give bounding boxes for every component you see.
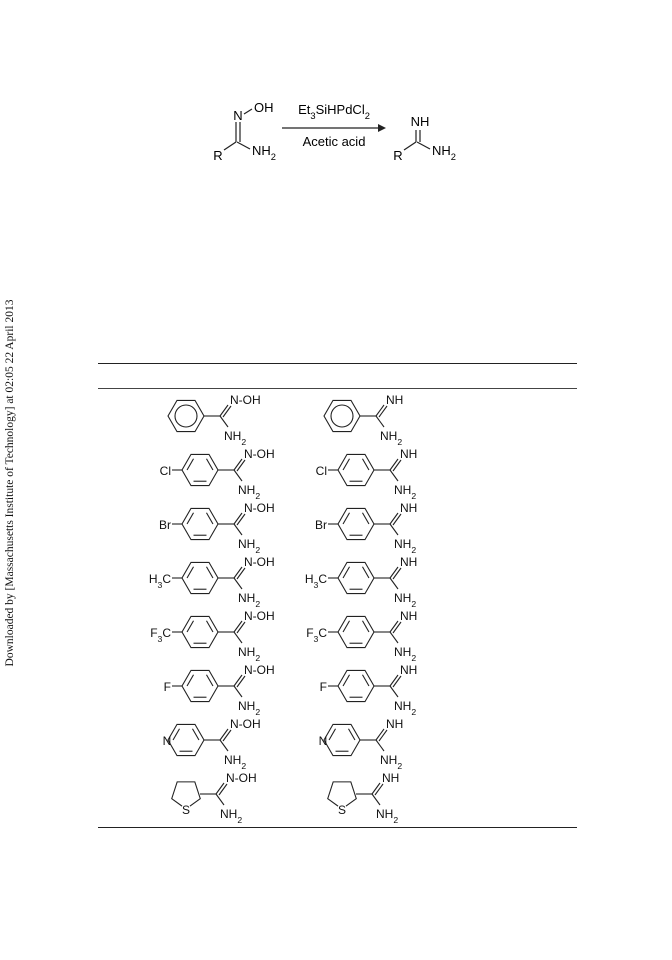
substituent-label: F xyxy=(163,680,171,694)
nh-label: NH xyxy=(400,555,418,569)
nh2-label: $NH_2$ xyxy=(238,483,261,500)
nh2-label: $NH_2$ xyxy=(220,807,243,824)
benzene-ring xyxy=(182,454,218,485)
nh-label: NH xyxy=(382,771,400,785)
nh2-label: $NH_2$ xyxy=(376,807,399,824)
table-header-rule xyxy=(98,388,577,389)
substituent-label: $F_3C$ xyxy=(150,626,171,644)
nh2-label: $NH_2$ xyxy=(224,429,247,446)
substituent-label: $H_3C$ xyxy=(304,572,327,590)
pyridine-ring xyxy=(168,724,204,755)
product-cell xyxy=(294,446,494,500)
product-structure xyxy=(294,500,494,554)
product-cell xyxy=(294,770,494,824)
product-structure xyxy=(294,554,494,608)
substituent-label: $F_3C$ xyxy=(306,626,327,644)
arrowhead xyxy=(378,124,386,132)
nh2-label: $NH_2$ xyxy=(238,645,261,662)
benzene-ring xyxy=(324,400,360,431)
sm-oh-label: OH xyxy=(254,100,274,115)
ring-heteroatom: N xyxy=(162,734,172,748)
substituent-label: Cl xyxy=(315,464,327,478)
table-row xyxy=(98,608,577,662)
table-row xyxy=(98,554,577,608)
benzene-ring xyxy=(182,508,218,539)
table-bottom-rule xyxy=(98,827,577,828)
table-row xyxy=(98,500,577,554)
pyridine-ring xyxy=(324,724,360,755)
product xyxy=(404,130,430,150)
substituent-label: Cl xyxy=(159,464,171,478)
table-top-rule xyxy=(98,363,577,364)
sm-r-label: R xyxy=(213,148,223,163)
sidebar xyxy=(0,0,20,960)
n-oh-label: N-OH xyxy=(230,717,261,731)
product-cell xyxy=(294,500,494,554)
pr-nh-label: NH xyxy=(410,114,430,129)
product-cell xyxy=(294,554,494,608)
nh2-label: $NH_2$ xyxy=(238,699,261,716)
product-cell xyxy=(294,392,494,446)
sm-n-label: N xyxy=(233,108,243,123)
n-oh-label: N-OH xyxy=(230,393,261,407)
table-row xyxy=(98,662,577,716)
pr-nh2-label: $NH_2$ xyxy=(432,143,456,162)
nh-label: NH xyxy=(400,447,418,461)
nh-label: NH xyxy=(400,609,418,623)
substituent-label: Br xyxy=(159,518,171,532)
pr-r-label: R xyxy=(393,148,403,163)
benzene-ring xyxy=(182,562,218,593)
nh-label: NH xyxy=(386,393,404,407)
n-oh-label: N-OH xyxy=(244,447,275,461)
n-oh-label: N-OH xyxy=(244,609,275,623)
benzene-ring xyxy=(338,454,374,485)
table-row xyxy=(98,392,577,446)
substituent-label: Br xyxy=(315,518,327,532)
nh2-label: $NH_2$ xyxy=(224,753,247,770)
ring-heteroatom: S xyxy=(337,803,347,817)
nh2-label: $NH_2$ xyxy=(380,753,403,770)
nh-label: NH xyxy=(386,717,404,731)
nh-label: NH xyxy=(400,501,418,515)
benzene-ring xyxy=(338,562,374,593)
nh2-label: $NH_2$ xyxy=(394,537,417,554)
product-structure xyxy=(294,716,494,770)
table-row xyxy=(98,716,577,770)
download-notice: Downloaded by [Massachusetts Institute of Technology] at 02:05 22 April 2013 xyxy=(4,299,16,667)
product-structure xyxy=(294,770,494,824)
nh2-label: $NH_2$ xyxy=(394,483,417,500)
nh-label: NH xyxy=(400,663,418,677)
nh2-label: $NH_2$ xyxy=(380,429,403,446)
n-oh-label: N-OH xyxy=(244,501,275,515)
product-cell xyxy=(294,716,494,770)
benzene-ring xyxy=(338,616,374,647)
n-oh-label: N-OH xyxy=(244,555,275,569)
substituent-label: $H_3C$ xyxy=(148,572,171,590)
benzene-ring xyxy=(168,400,204,431)
benzene-ring xyxy=(182,670,218,701)
nh2-label: $NH_2$ xyxy=(394,591,417,608)
n-oh-label: N-OH xyxy=(226,771,257,785)
ring-heteroatom: N xyxy=(318,734,328,748)
product-structure xyxy=(294,608,494,662)
nh2-label: $NH_2$ xyxy=(238,537,261,554)
nh2-label: $NH_2$ xyxy=(394,645,417,662)
nh2-label: $NH_2$ xyxy=(394,699,417,716)
sm-nh2-label: $NH_2$ xyxy=(252,143,276,162)
benzene-ring xyxy=(338,508,374,539)
reagent-label: $Et_3SiHPdCl_2$ xyxy=(298,102,370,121)
nh2-label: $NH_2$ xyxy=(238,591,261,608)
product-structure xyxy=(294,662,494,716)
benzene-ring xyxy=(182,616,218,647)
product-cell xyxy=(294,662,494,716)
product-cell xyxy=(294,608,494,662)
substituent-label: F xyxy=(319,680,327,694)
solvent-label: Acetic acid xyxy=(302,134,366,149)
table-row xyxy=(98,770,577,824)
n-oh-label: N-OH xyxy=(244,663,275,677)
reaction-scheme xyxy=(200,88,480,178)
product-structure xyxy=(294,446,494,500)
ring-heteroatom: S xyxy=(181,803,191,817)
table-row xyxy=(98,446,577,500)
benzene-ring xyxy=(338,670,374,701)
product-structure xyxy=(294,392,494,446)
